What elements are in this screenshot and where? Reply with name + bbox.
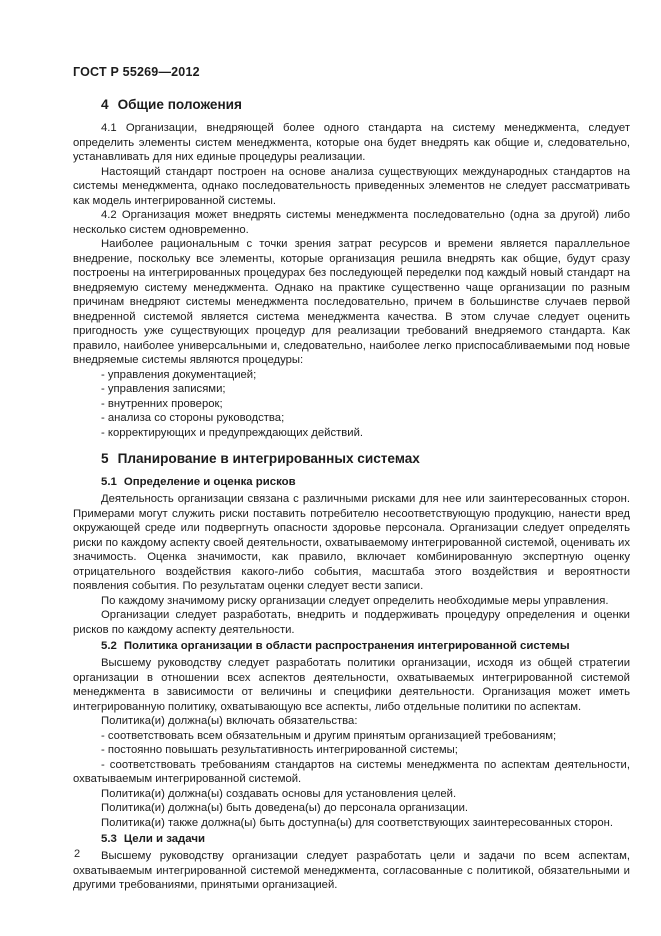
paragraph-4-2: 4.2 Организация может внедрять системы менеджмента последовательно (одна за другой) либо несколько систем одновременно. — [73, 209, 630, 236]
document-number-header: ГОСТ Р 55269—2012 — [73, 65, 200, 79]
paragraph-4-1: 4.1 Организации, внедряющей более одного стандарта на систему менеджмента, следует определить элементы систем менеджмента, которые она будет внедрять как общие и, следовательно, устанавливать для них единые процедуры реализации. — [73, 122, 630, 163]
subsection-5-1-heading — [73, 475, 630, 490]
paragraph: Высшему руководству следует разработать политики организации, исходя из общей стратегии организации в отношении всех аспектов деятельности, охватываемых интегрированной системой менеджмента в зависимости от величины и специфики деятельности. Организация может иметь интегрированную политику, охватывающую все аспекты, либо отдельные политики по аспектам. — [73, 657, 630, 713]
list-item: - соответствовать требованиям стандартов на системы менеджмента по аспектам деятельности, охватываемым интегрированной системой. — [73, 758, 630, 785]
section-4-heading — [73, 97, 630, 113]
paragraph: Политика(и) также должна(ы) быть доступна(ы) для соответствующих заинтересованных сторон. — [101, 816, 614, 829]
list-item: - управления записями; — [101, 383, 226, 395]
section-5-heading — [73, 451, 630, 467]
list-item: - внутренних проверок; — [101, 397, 223, 410]
subsection-5-2-heading — [73, 639, 630, 654]
paragraph: Политика(и) должна(ы) включать обязательства: — [101, 715, 358, 727]
subsection-5-3-title: Цели и задачи — [123, 833, 205, 845]
list-item: - соответствовать всем обязательным и другим принятым организацией требованиям; — [101, 729, 557, 742]
page-number: 2 — [74, 848, 81, 860]
subsection-5-2-title: Политика организации в области распространения интегрированной системы — [123, 640, 570, 652]
section-5-number: 5 — [101, 451, 109, 466]
page-content — [73, 65, 630, 893]
subsection-5-1-title: Определение и оценка рисков — [123, 476, 296, 488]
paragraph: Организации следует разработать, внедрить и поддерживать процедуру определения и оценки рисков по каждому аспекту деятельности. — [73, 609, 630, 636]
list-item: - постоянно повышать результативность интегрированной системы; — [101, 744, 458, 756]
section-4-number: 4 — [101, 97, 109, 112]
list-item: - корректирующих и предупреждающих действий. — [101, 426, 364, 439]
list-item: - анализа со стороны руководства; — [101, 412, 285, 424]
section-4-title: Общие положения — [117, 97, 242, 112]
subsection-5-2-number: 5.2 — [101, 640, 117, 652]
subsection-5-1-number: 5.1 — [101, 476, 117, 488]
paragraph: Политика(и) должна(ы) быть доведена(ы) до персонала организации. — [101, 802, 469, 814]
paragraph: Настоящий стандарт построен на основе анализа существующих международных стандартов на системы менеджмента, однако последовательность приведенных элементов не следует рассматривать как модель интегрированной системы. — [73, 165, 630, 207]
paragraph: Политика(и) должна(ы) создавать основы для установления целей. — [101, 787, 457, 800]
list-item: - управления документацией; — [101, 368, 257, 381]
paragraph: Деятельность организации связана с различными рисками для нее или заинтересованных сторон. Примерами могут служить риски поставить потребителю несоответствующую продукцию, нанести вред окружающей среде или подвергнуть опасности здоровье персонала. Организации следует определять риски по каждому аспекту своей деятельности, охватываемому интегрированной системой, оценивать их значимость. Оценка значимости, как правило, включает комбинированную экспертную оценку отрицательного воздействия какого-либо события, масштаба этого воздействия и вероятности появления события. По результатам оценки следует вести записи. — [73, 493, 630, 592]
paragraph: Наиболее рациональным с точки зрения затрат ресурсов и времени является параллельное внедрение, поскольку все элементы, которые организация решила внедрять как общие, будут сразу построены на интегрированных процедурах без последующей переделки под каждый новый стандарт на внедряемую систему менеджмента. Однако на практике существенно чаще организации по разным причинам внедряют системы менеджмента последовательно, причем в большинстве случаев первой внедренной системой является система менеджмента качества. В этом случае следует оценить пригодность уже существующих процедур для реализации требований внедряемого стандарта. Как правило, наиболее универсальными и, следовательно, наиболее легко приспосабливаемыми под новые внедряемые системы являются процедуры: — [73, 238, 630, 366]
paragraph: Высшему руководству организации следует разработать цели и задачи по всем аспектам, охватываемым интегрированной системой менеджмента, согласованные с политикой, обязательными и другими требованиями, принятыми организацией. — [73, 850, 630, 891]
subsection-5-3-heading — [73, 832, 630, 847]
section-5-title: Планирование в интегрированных системах — [117, 451, 420, 466]
subsection-5-3-number: 5.3 — [101, 833, 117, 845]
paragraph: По каждому значимому риску организации следует определить необходимые меры управления. — [101, 594, 609, 607]
